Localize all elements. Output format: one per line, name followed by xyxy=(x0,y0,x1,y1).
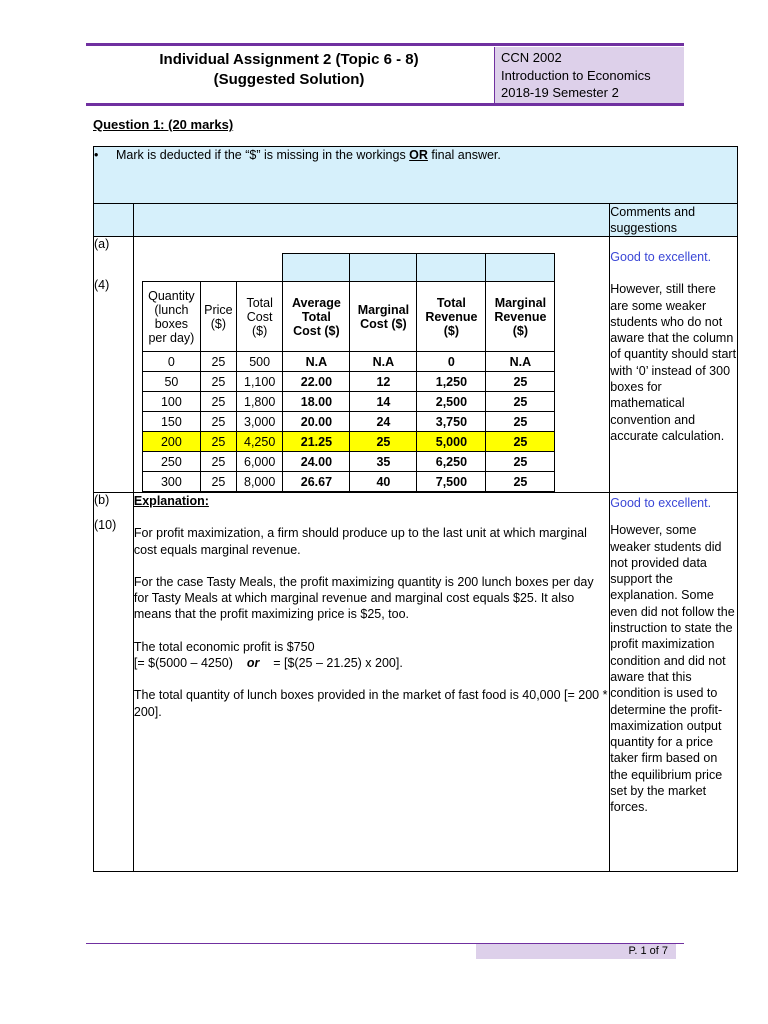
part-b-answer-cell xyxy=(133,493,609,872)
explanation-p2: For the case Tasty Meals, the profit maximizing quantity is 200 lunch boxes per day for Tasty Meals at which marginal revenue and marginal cost equals $25. It also means that the profit maximizing price is $25, too. xyxy=(133,574,594,622)
col-header-total-cost: Total Cost ($) xyxy=(236,282,283,352)
profit-calc-a: [= $(5000 – 4250) xyxy=(133,656,247,671)
answer-header-cell xyxy=(133,204,609,237)
cell: 24 xyxy=(350,412,417,432)
explanation-heading: Explanation: xyxy=(133,494,209,508)
cell: 24.00 xyxy=(283,452,350,472)
col-header-tr: Total Revenue ($) xyxy=(417,282,486,352)
part-a-label-cell xyxy=(94,237,134,493)
part-b-label: (b) xyxy=(94,493,110,507)
cell: N.A xyxy=(350,352,417,372)
note-or: OR xyxy=(409,148,428,162)
cell: 25 xyxy=(486,372,555,392)
cell: 0 xyxy=(417,352,486,372)
table-row xyxy=(142,352,555,372)
cost-revenue-table xyxy=(142,253,556,492)
part-b-label-cell xyxy=(94,493,134,872)
table-row xyxy=(142,392,555,412)
course-term: 2018-19 Semester 2 xyxy=(501,85,619,100)
cell: 300 xyxy=(142,472,200,492)
table-row xyxy=(142,472,555,492)
note-text-2: final answer. xyxy=(427,148,501,162)
cell: 3,750 xyxy=(417,412,486,432)
cell: 100 xyxy=(142,392,200,412)
profit-line: The total economic profit is $750 xyxy=(133,639,315,654)
cell: 25 xyxy=(200,412,236,432)
cell: 0 xyxy=(142,352,200,372)
cell: 12 xyxy=(350,372,417,392)
part-a-answer-cell xyxy=(133,237,609,493)
cell: 25 xyxy=(200,452,236,472)
cell: 1,800 xyxy=(236,392,283,412)
blank-cyan-cell xyxy=(417,254,486,282)
col-header-atc: Average Total Cost ($) xyxy=(283,282,350,352)
document-title xyxy=(86,50,492,90)
explanation-p4: The total quantity of lunch boxes provided in the market of fast food is 40,000 [= 200 * 200]. xyxy=(133,688,608,719)
cell: 25 xyxy=(486,452,555,472)
cell: 50 xyxy=(142,372,200,392)
highlighted-row xyxy=(142,432,555,452)
explanation-p3 xyxy=(134,639,609,672)
cell: 25 xyxy=(486,412,555,432)
part-a-marks: (4) xyxy=(94,278,110,292)
marking-note xyxy=(94,147,738,204)
bullet: • xyxy=(94,148,99,162)
course-name: Introduction to Economics xyxy=(501,67,651,83)
cell: 5,000 xyxy=(417,432,486,452)
blank-cyan-cell xyxy=(486,254,555,282)
cell: 25 xyxy=(200,432,236,452)
page-number: P. 1 of 7 xyxy=(476,944,676,959)
cell: 14 xyxy=(350,392,417,412)
cell: 25 xyxy=(486,472,555,492)
part-a-label: (a) xyxy=(94,237,110,251)
cell: 6,250 xyxy=(417,452,486,472)
cell: 25 xyxy=(350,432,417,452)
cell: 22.00 xyxy=(283,372,350,392)
cell: 7,500 xyxy=(417,472,486,492)
cell: 18.00 xyxy=(283,392,350,412)
cell: N.A xyxy=(486,352,555,372)
course-code: CCN 2002 xyxy=(501,50,562,65)
cell: 150 xyxy=(142,412,200,432)
header-bottom-rule xyxy=(86,103,684,106)
table-row xyxy=(142,452,555,472)
question-heading: Question 1: (20 marks) xyxy=(93,117,234,132)
header-top-rule xyxy=(86,43,684,46)
label-header-cell xyxy=(94,204,134,237)
comments-header: Comments and suggestions xyxy=(610,204,738,237)
cell: 20.00 xyxy=(283,412,350,432)
blank-cyan-cell xyxy=(283,254,350,282)
part-b-comment-cell xyxy=(610,493,738,872)
part-b-comment-good: Good to excellent. xyxy=(610,496,712,510)
answer-table xyxy=(93,146,738,872)
part-a-comment-cell xyxy=(610,237,738,493)
cell: 25 xyxy=(200,392,236,412)
note-text-1: Mark is deducted if the “$” is missing in the workings xyxy=(116,148,410,162)
cell: 26.67 xyxy=(283,472,350,492)
part-b-marks: (10) xyxy=(94,518,117,532)
course-info-box xyxy=(494,47,684,103)
table-row xyxy=(142,372,555,392)
cell: 40 xyxy=(350,472,417,492)
part-b-comment-text: However, some weaker students did not provided data support the explanation. Some even did not follow the instruction to state the profit maximization condition and did not aware that this condition is used to determine the profit-maximization output quantity for a price taker firm based on the equilibrium price set by the market forces. xyxy=(610,523,735,815)
cell: 25 xyxy=(200,372,236,392)
col-header-mr: Marginal Revenue ($) xyxy=(486,282,555,352)
profit-calc-b: = [$(25 – 21.25) x 200]. xyxy=(259,656,403,671)
cell: 200 xyxy=(142,432,200,452)
or-word: or xyxy=(246,656,260,671)
cell: N.A xyxy=(283,352,350,372)
cell: 21.25 xyxy=(283,432,350,452)
cell: 1,100 xyxy=(236,372,283,392)
table-row xyxy=(142,412,555,432)
cell: 3,000 xyxy=(236,412,283,432)
col-header-price: Price ($) xyxy=(200,282,236,352)
explanation-p1: For profit maximization, a firm should produce up to the last unit at which marginal cost equals marginal revenue. xyxy=(133,526,587,557)
cell: 25 xyxy=(486,432,555,452)
title-line-1: Individual Assignment 2 (Topic 6 - 8) xyxy=(159,51,419,68)
cell: 500 xyxy=(236,352,283,372)
cell: 4,250 xyxy=(236,432,283,452)
title-line-2: (Suggested Solution) xyxy=(213,71,365,88)
cell: 25 xyxy=(486,392,555,412)
col-header-quantity: Quantity (lunch boxes per day) xyxy=(142,282,200,352)
part-a-comment-good: Good to excellent. xyxy=(610,250,712,264)
cell: 2,500 xyxy=(417,392,486,412)
cell: 8,000 xyxy=(236,472,283,492)
cell: 25 xyxy=(200,472,236,492)
cell: 35 xyxy=(350,452,417,472)
cell: 1,250 xyxy=(417,372,486,392)
col-header-mc: Marginal Cost ($) xyxy=(350,282,417,352)
cell: 6,000 xyxy=(236,452,283,472)
cell: 250 xyxy=(142,452,200,472)
part-a-comment-text: However, still there are some weaker students who do not aware that the column of quantity should start with ‘0’ instead of 300 boxes for mathematical convention and accurate calculation. xyxy=(610,282,737,443)
blank-cyan-cell xyxy=(350,254,417,282)
cell: 25 xyxy=(200,352,236,372)
